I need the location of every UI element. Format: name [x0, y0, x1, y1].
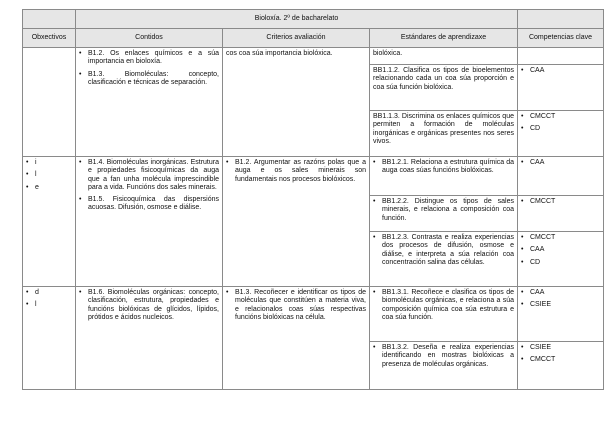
competence-badge: • CD — [521, 125, 600, 133]
criterion-item: • B1.3. Recoñecer e identificar os tipos de moléculas que constitúen a materia viva, e relacionalos coas súas respectivas funcións biolóxicas na célula. — [226, 289, 366, 322]
standard-cell — [370, 232, 518, 287]
competences-cell — [518, 342, 604, 390]
objective-item: • l — [26, 301, 72, 309]
standard-cell — [370, 342, 518, 390]
standard-text: biolóxica. — [373, 50, 403, 57]
objective-item: • e — [26, 184, 72, 192]
header-criteria: Criterios avaliación — [223, 29, 370, 48]
competences-cell — [518, 48, 604, 65]
objectives-cell — [23, 287, 76, 390]
standard-cell — [370, 196, 518, 232]
contents-cell — [76, 287, 223, 390]
content-item: • B1.4. Biomoléculas inorgánicas. Estrutura e propiedades fisicoquímicas da auga que a fan unha molécula imprescindible para a vida. Funcións dos sales minerais. — [79, 159, 219, 192]
content-item: • B1.5. Fisicoquímica das dispersións acuosas. Difusión, osmose e diálise. — [79, 196, 219, 213]
title-spacer-cell — [23, 10, 76, 29]
competences-cell — [518, 65, 604, 111]
criterion-item: • B1.2. Argumentar as razóns polas que a auga e os sales minerais son fundamentais nos procesos biolóxicos. — [226, 159, 366, 184]
competence-badge: • CAA — [521, 67, 600, 75]
table-row — [23, 287, 604, 342]
objective-item: • i — [26, 159, 72, 167]
objectives-cell — [23, 157, 76, 287]
table-title: Bioloxía. 2º de bacharelato — [76, 10, 518, 29]
standard-text: • BB1.2.2. Distingue os tipos de sales minerais, e relaciona a composición coa función. — [373, 198, 514, 223]
competence-badge: • CMCCT — [521, 113, 600, 121]
standard-cell — [370, 65, 518, 111]
competences-cell — [518, 157, 604, 196]
standard-text: • BB1.3.2. Deseña e realiza experiencias identificando en mostras biolóxicas a presenza de moléculas orgánicas. — [373, 344, 514, 369]
objective-item: • d — [26, 289, 72, 297]
criteria-cell — [223, 48, 370, 157]
standard-cell — [370, 157, 518, 196]
header-competences: Competencias clave — [518, 29, 604, 48]
content-item: • B1.6. Biomoléculas orgánicas: concepto, clasificación, estrutura, propiedades e funcións biolóxicas de glícidos, lípidos, prótidos e ácidos nucleicos. — [79, 289, 219, 322]
standard-cell — [370, 111, 518, 157]
standard-text: BB1.1.3. Discrimina os enlaces químicos que permiten a formación de moléculas inorgánicas e orgánicas presentes nos seres vivos. — [373, 113, 514, 145]
header-contents: Contidos — [76, 29, 223, 48]
competence-badge: • CAA — [521, 289, 600, 297]
competence-badge: • CMCCT — [521, 356, 600, 364]
standard-cell — [370, 287, 518, 342]
competence-badge: • CAA — [521, 246, 600, 254]
competence-badge: • CMCCT — [521, 234, 600, 242]
standard-text: • BB1.2.1. Relaciona a estrutura química da auga coas súas funcións biolóxicas. — [373, 159, 514, 176]
objectives-cell — [23, 48, 76, 157]
content-item: • B1.2. Os enlaces químicos e a súa importancia en bioloxía. — [79, 50, 219, 67]
standard-cell — [370, 48, 518, 65]
competences-cell — [518, 232, 604, 287]
table-header-row — [23, 29, 604, 48]
table-row — [23, 48, 604, 65]
content-item: • B1.3. Biomoléculas: concepto, clasificación e técnicas de separación. — [79, 71, 219, 88]
competences-cell — [518, 196, 604, 232]
standard-text: BB1.1.2. Clasifica os tipos de bioelementos relacionando cada un coa súa proporción e coa súa función biolóxica. — [373, 67, 514, 91]
criteria-cell — [223, 287, 370, 390]
contents-cell — [76, 157, 223, 287]
competences-cell — [518, 111, 604, 157]
competence-badge: • CSIEE — [521, 301, 600, 309]
competence-badge: • CMCCT — [521, 198, 600, 206]
title-spacer-cell — [518, 10, 604, 29]
criteria-cell — [223, 157, 370, 287]
standard-text: • BB1.2.3. Contrasta e realiza experiencias dos procesos de difusión, osmose e diálise, e interpreta a súa relación coa concentración salina das células. — [373, 234, 514, 267]
header-standards: Estándares de aprendizaxe — [370, 29, 518, 48]
contents-cell — [76, 48, 223, 157]
competence-badge: • CSIEE — [521, 344, 600, 352]
objective-item: • l — [26, 171, 72, 179]
criterion-text: cos coa súa importancia biolóxica. — [226, 50, 333, 57]
competence-badge: • CD — [521, 259, 600, 267]
standard-text: • BB1.3.1. Recoñece e clasifica os tipos de biomoléculas orgánicas, e relaciona a súa composición química coa súa estrutura e coa súa función. — [373, 289, 514, 322]
competence-badge: • CAA — [521, 159, 600, 167]
table-title-row — [23, 10, 604, 29]
header-objectives: Obxectivos — [23, 29, 76, 48]
curriculum-table — [22, 9, 604, 390]
competences-cell — [518, 287, 604, 342]
table-row — [23, 157, 604, 196]
